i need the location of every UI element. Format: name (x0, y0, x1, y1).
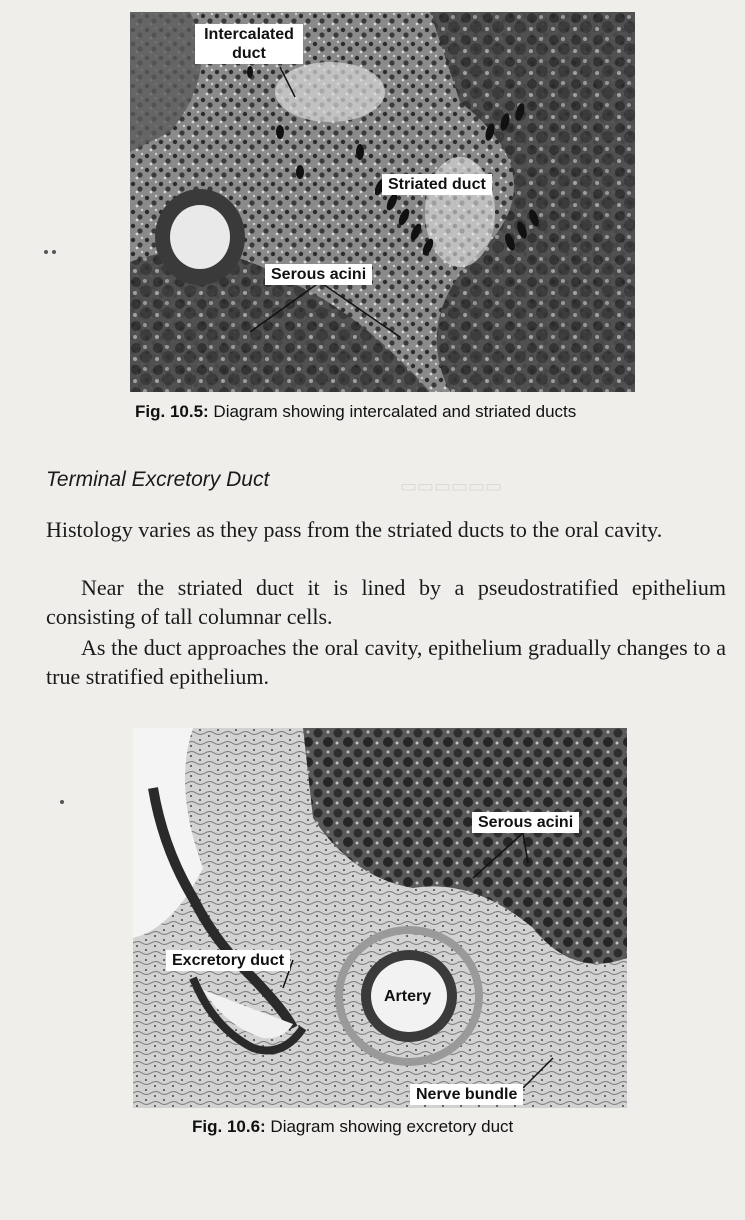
figure-10-6-micrograph (133, 728, 627, 1108)
caption-text: Diagram showing intercalated and striated ducts (213, 402, 577, 421)
label-serous-acini: Serous acini (265, 264, 372, 285)
label-serous-acini-2: Serous acini (472, 812, 579, 833)
scan-speck (44, 250, 48, 254)
section-heading: Terminal Excretory Duct (46, 468, 270, 491)
caption-text: Diagram showing excretory duct (270, 1117, 514, 1136)
label-intercalated-duct: Intercalated duct (195, 24, 303, 64)
figure-10-5-caption (135, 402, 576, 422)
paragraph-1: Histology varies as they pass from the striated ducts to the oral cavity. (46, 517, 663, 542)
figure-10-6-caption (192, 1117, 513, 1137)
label-striated-duct: Striated duct (382, 174, 492, 195)
scan-speck (52, 250, 56, 254)
paragraph-2: Near the striated duct it is lined by a pseudostratified epithelium consisting of tall columnar cells. (46, 575, 726, 629)
paragraph-3: As the duct approaches the oral cavity, epithelium gradually changes to a true stratified epithelium. (46, 635, 726, 689)
label-artery: Artery (384, 988, 432, 1005)
label-nerve-bundle: Nerve bundle (410, 1084, 523, 1105)
bleed-through-text: ▭▭▭▭▭▭ (400, 476, 503, 496)
label-excretory-duct: Excretory duct (166, 950, 290, 971)
caption-number: Fig. 10.5: (135, 402, 209, 421)
scan-speck (60, 800, 64, 804)
micrograph-excretory-duct (133, 728, 627, 1108)
micrograph-intercalated-striated (130, 12, 635, 392)
figure-10-5-micrograph (130, 12, 635, 392)
caption-number: Fig. 10.6: (192, 1117, 266, 1136)
